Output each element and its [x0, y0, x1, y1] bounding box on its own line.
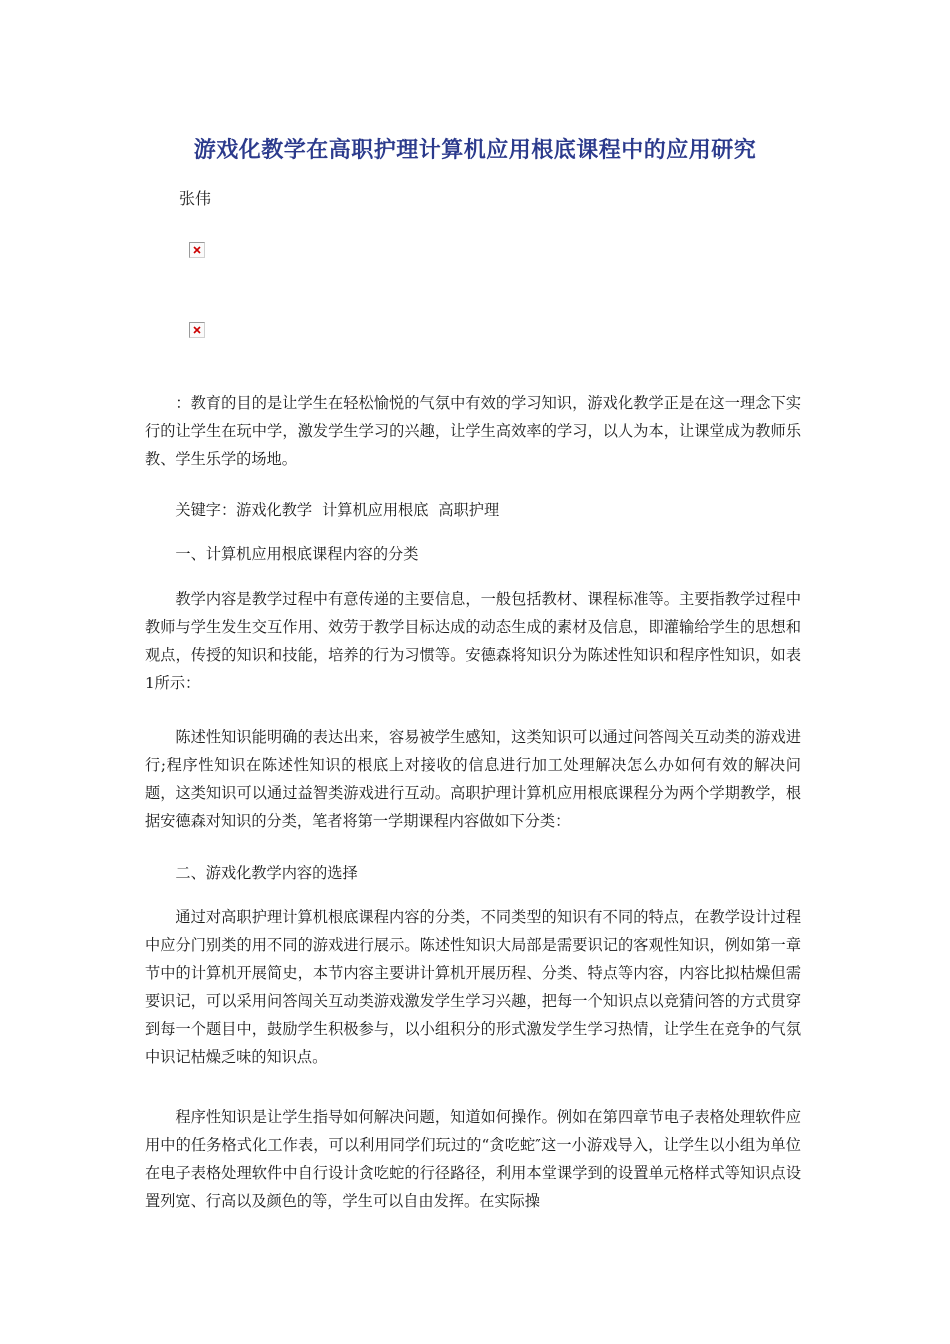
abstract-paragraph: ：教育的目的是让学生在轻松愉悦的气氛中有效的学习知识，游戏化教学正是在这一理念下实行的让学生在玩中学，激发学生学习的兴趣，让学生高效率的学习，以人为本，让课堂成为教师乐教、学生乐学的场地。 — [145, 394, 801, 468]
keywords-line — [145, 496, 801, 524]
body-paragraph: 陈述性知识能明确的表达出来，容易被学生感知，这类知识可以通过问答闯关互动类的游戏进行;程序性知识在陈述性知识的根底上对接收的信息进行加工处理解决怎么办如何有效的解决问题，这类知识可以通过益智类游戏进行互动。高职护理计算机应用根底课程分为两个学期教学，根据安德森对知识的分类，笔者将第一学期课程内容做如下分类： — [145, 728, 801, 830]
broken-image-x-mark — [193, 246, 201, 254]
keyword-item: 高职护理 — [438, 501, 500, 519]
broken-image-icon — [189, 242, 205, 258]
body-paragraph: 通过对高职护理计算机根底课程内容的分类，不同类型的知识有不同的特点，在教学设计过程中应分门别类的用不同的游戏进行展示。陈述性知识大局部是需要识记的客观性知识，例如第一章节中的计算机开展简史，本节内容主要讲计算机开展历程、分类、特点等内容，内容比拟枯燥但需要识记，可以采用问答闯关互动类游戏激发学生学习兴趣，把每一个知识点以竞猜问答的方式贯穿到每一个题目中，鼓励学生积极参与，以小组积分的形式激发学生学习热情，让学生在竞争的气氛中识记枯燥乏味的知识点。 — [145, 908, 801, 1066]
body-paragraph: 教学内容是教学过程中有意传递的主要信息，一般包括教材、课程标准等。主要指教学过程中教师与学生发生交互作用、效劳于教学目标达成的动态生成的素材及信息，即灌输给学生的思想和观点，传授的知识和技能，培养的行为习惯等。安德森将知识分为陈述性知识和程序性知识，如表1所示： — [145, 590, 801, 692]
keywords-label: 关键字： — [175, 501, 237, 519]
body-paragraph: 程序性知识是让学生指导如何解决问题，知道如何操作。例如在第四章节电子表格处理软件应用中的任务格式化工作表，可以利用同学们玩过的“贪吃蛇″这一小游戏导入，让学生以小组为单位在电子表格处理软件中自行设计贪吃蛇的行径路径，利用本堂课学到的设置单元格样式等知识点设置列宽、行高以及颜色的等，学生可以自由发挥。在实际操 — [145, 1108, 801, 1210]
keyword-item: 游戏化教学 — [236, 501, 313, 519]
section-heading: 一、计算机应用根底课程内容的分类 — [175, 545, 419, 563]
author-name: 张伟 — [179, 189, 212, 208]
broken-image-icon — [189, 322, 205, 338]
broken-image-x-mark — [193, 326, 201, 334]
paper-title: 游戏化教学在高职护理计算机应用根底课程中的应用研究 — [193, 138, 757, 163]
keyword-item: 计算机应用根底 — [322, 501, 429, 519]
section-heading: 二、游戏化教学内容的选择 — [175, 864, 358, 882]
